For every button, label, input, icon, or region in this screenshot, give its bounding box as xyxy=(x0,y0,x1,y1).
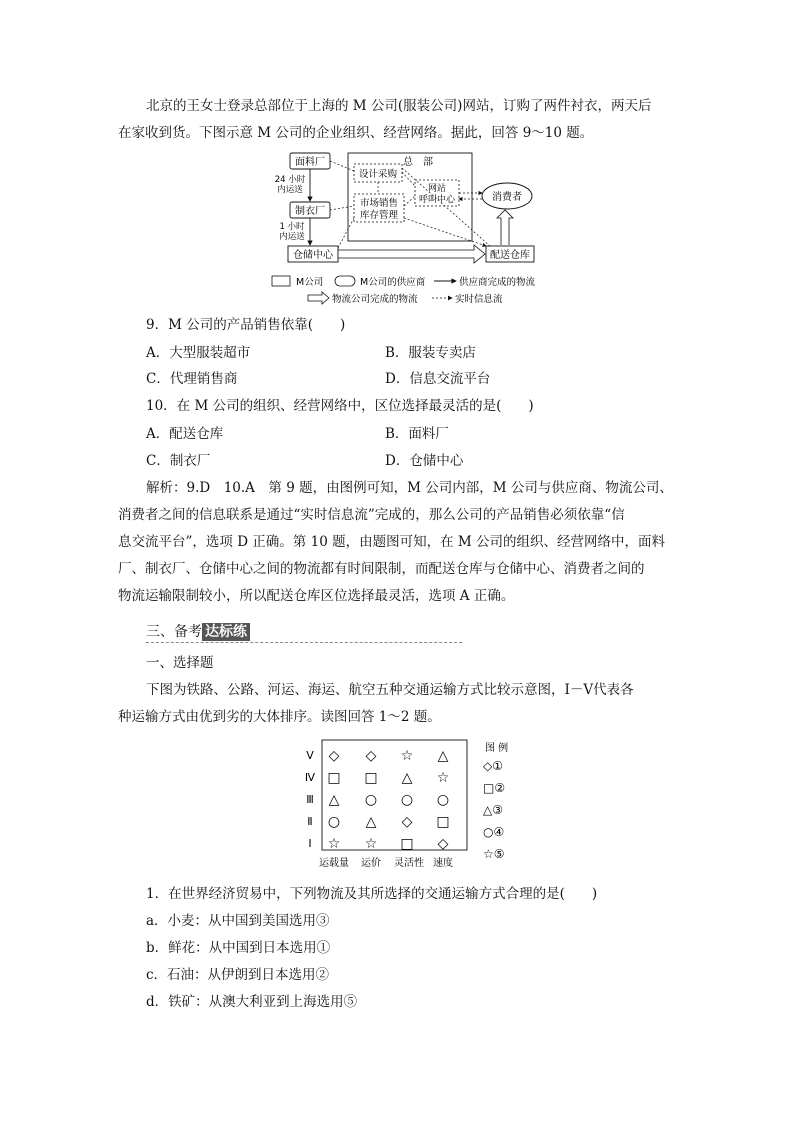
analysis-line-1: 解析：9.D 10.A 第 9 题，由图例可知，M 公司内部，M 公司与供应商、物流公司、 xyxy=(146,480,673,496)
section-divider xyxy=(146,642,462,643)
hq-label: 总 部 xyxy=(403,157,433,168)
grid-row-label: Ⅲ xyxy=(306,793,314,806)
fabric-factory-label: 面料厂 xyxy=(295,157,325,168)
q1-stem: 1．在世界经济贸易中，下列物流及其所选择的交通运输方式合理的是( ) xyxy=(146,886,598,902)
grid-symbol: □ xyxy=(400,836,414,852)
grid-symbol: ◇ xyxy=(437,836,449,852)
q9-option-d[interactable]: D．信息交流平台 xyxy=(385,371,491,387)
grid-symbol: ◇ xyxy=(401,814,413,830)
legend-supplier: M公司的供应商 xyxy=(360,277,426,288)
q10-option-d[interactable]: D．仓储中心 xyxy=(385,453,464,469)
consumer-label: 消费者 xyxy=(492,192,522,203)
grid-symbol: △ xyxy=(437,748,449,764)
grid-symbol: ☆ xyxy=(327,836,341,852)
legend-info-flow: 实时信息流 xyxy=(455,294,503,305)
time-1h-label: 1 小时 xyxy=(279,222,305,232)
section-3-prefix: 三、备考 xyxy=(146,624,202,640)
grid-legend-item: ☆⑤ xyxy=(483,847,505,861)
grid-legend-item: ◇① xyxy=(483,759,503,773)
q1-option-a[interactable]: a．小麦：从中国到美国选用③ xyxy=(146,913,330,929)
q1-option-d[interactable]: d．铁矿：从澳大利亚到上海选用⑤ xyxy=(146,994,358,1010)
grid-symbol: ☆ xyxy=(364,836,378,852)
grid-symbol: □ xyxy=(364,770,378,786)
grid-symbol: ◇ xyxy=(328,748,340,764)
q9-option-b[interactable]: B．服装专卖店 xyxy=(385,345,476,361)
q9-option-a[interactable]: A．大型服装超市 xyxy=(146,345,251,361)
design-label: 设计采购 xyxy=(358,169,398,180)
analysis-line-5: 物流运输限制较小，所以配送仓库区位选择最灵活，选项 A 正确。 xyxy=(118,588,515,604)
analysis-line-4: 厂、制衣厂、仓储中心之间的物流都有时间限制，而配送仓库与仓储中心、消费者之间的 xyxy=(118,561,645,577)
grid-legend-item: △③ xyxy=(483,803,503,817)
q10-option-c[interactable]: C．制衣厂 xyxy=(146,453,211,469)
legend-supplier-flow: 供应商完成的物流 xyxy=(459,277,536,288)
q1-option-b[interactable]: b．鲜花：从中国到日本选用① xyxy=(146,940,331,956)
grid-legend-item: □② xyxy=(483,781,506,795)
analysis-line-2: 消费者之间的信息联系是通过“实时信息流”完成的，那么公司的产品销售必须依靠“信 xyxy=(118,507,625,523)
grid-symbol: △ xyxy=(328,792,340,808)
grid-legend-title: 图 例 xyxy=(485,743,509,754)
grid-symbol: ☆ xyxy=(400,748,414,764)
time-1h-sub: 内运送 xyxy=(279,232,305,242)
grid-symbol: ◇ xyxy=(365,748,377,764)
grid-symbol: ○ xyxy=(400,792,414,808)
q10-option-a[interactable]: A．配送仓库 xyxy=(146,426,224,442)
grid-symbol: □ xyxy=(436,814,450,830)
intro2-line-2: 种运输方式由优到劣的大体排序。读图回答 1～2 题。 xyxy=(118,709,441,725)
legend-m-company: M公司 xyxy=(296,277,324,288)
grid-row-label: Ⅳ xyxy=(304,771,316,784)
grid-symbol: □ xyxy=(327,770,341,786)
grid-legend-item: ○④ xyxy=(483,825,505,839)
section-3-heading xyxy=(146,622,250,642)
grid-symbol: ○ xyxy=(436,792,450,808)
grid-symbol: △ xyxy=(401,770,413,786)
company-network-diagram xyxy=(0,146,794,316)
garment-factory-label: 制衣厂 xyxy=(295,206,325,217)
market-label-2: 库存管理 xyxy=(359,210,399,221)
grid-symbol: ☆ xyxy=(436,770,450,786)
grid-symbol: △ xyxy=(365,814,377,830)
intro-line-2: 在家收到货。下图示意 M 公司的企业组织、经营网络。据此，回答 9～10 题。 xyxy=(118,125,594,141)
grid-symbol: ○ xyxy=(327,814,341,830)
transport-comparison-diagram xyxy=(0,737,794,872)
section-3-boxed: 达标练 xyxy=(202,623,250,641)
q10-stem: 10．在 M 公司的组织、经营网络中，区位选择最灵活的是( ) xyxy=(146,398,534,414)
grid-col-label: 灵活性 xyxy=(394,858,424,869)
website-label-2: 呼叫中心 xyxy=(418,195,456,205)
intro2-line-1: 下图为铁路、公路、河运、海运、航空五种交通运输方式比较示意图，Ⅰ－Ⅴ代表各 xyxy=(146,682,634,698)
grid-symbol: ○ xyxy=(364,792,378,808)
q9-option-c[interactable]: C．代理销售商 xyxy=(146,371,238,387)
subsection-choice: 一、选择题 xyxy=(146,655,214,671)
legend-logistics-flow: 物流公司完成的物流 xyxy=(332,294,418,305)
storage-center-label: 仓储中心 xyxy=(293,250,333,261)
grid-row-label: Ⅴ xyxy=(306,749,314,762)
grid-col-label: 速度 xyxy=(433,858,453,869)
market-label-1: 市场销售 xyxy=(359,198,399,209)
grid-row-label: Ⅰ xyxy=(308,837,312,850)
time-24h-label: 24 小时 xyxy=(274,175,306,185)
q1-option-c[interactable]: c．石油：从伊朗到日本选用② xyxy=(146,967,330,983)
q10-option-b[interactable]: B．面料厂 xyxy=(385,426,449,442)
grid-col-label: 运载量 xyxy=(319,858,349,869)
delivery-warehouse-label: 配送仓库 xyxy=(490,250,530,261)
intro-line-1: 北京的王女士登录总部位于上海的 M 公司(服装公司)网站，订购了两件衬衣，两天后 xyxy=(146,98,652,114)
grid-col-label: 运价 xyxy=(361,858,381,869)
analysis-line-3: 息交流平台”，选项 D 正确。第 10 题，由题图可知，在 M 公司的组织、经营网络中，面料 xyxy=(118,534,665,550)
website-label-1: 网站 xyxy=(427,184,447,194)
time-24h-sub: 内运送 xyxy=(277,185,303,195)
grid-row-label: Ⅱ xyxy=(307,815,313,828)
q9-stem: 9．M 公司的产品销售依靠( ) xyxy=(146,317,346,333)
